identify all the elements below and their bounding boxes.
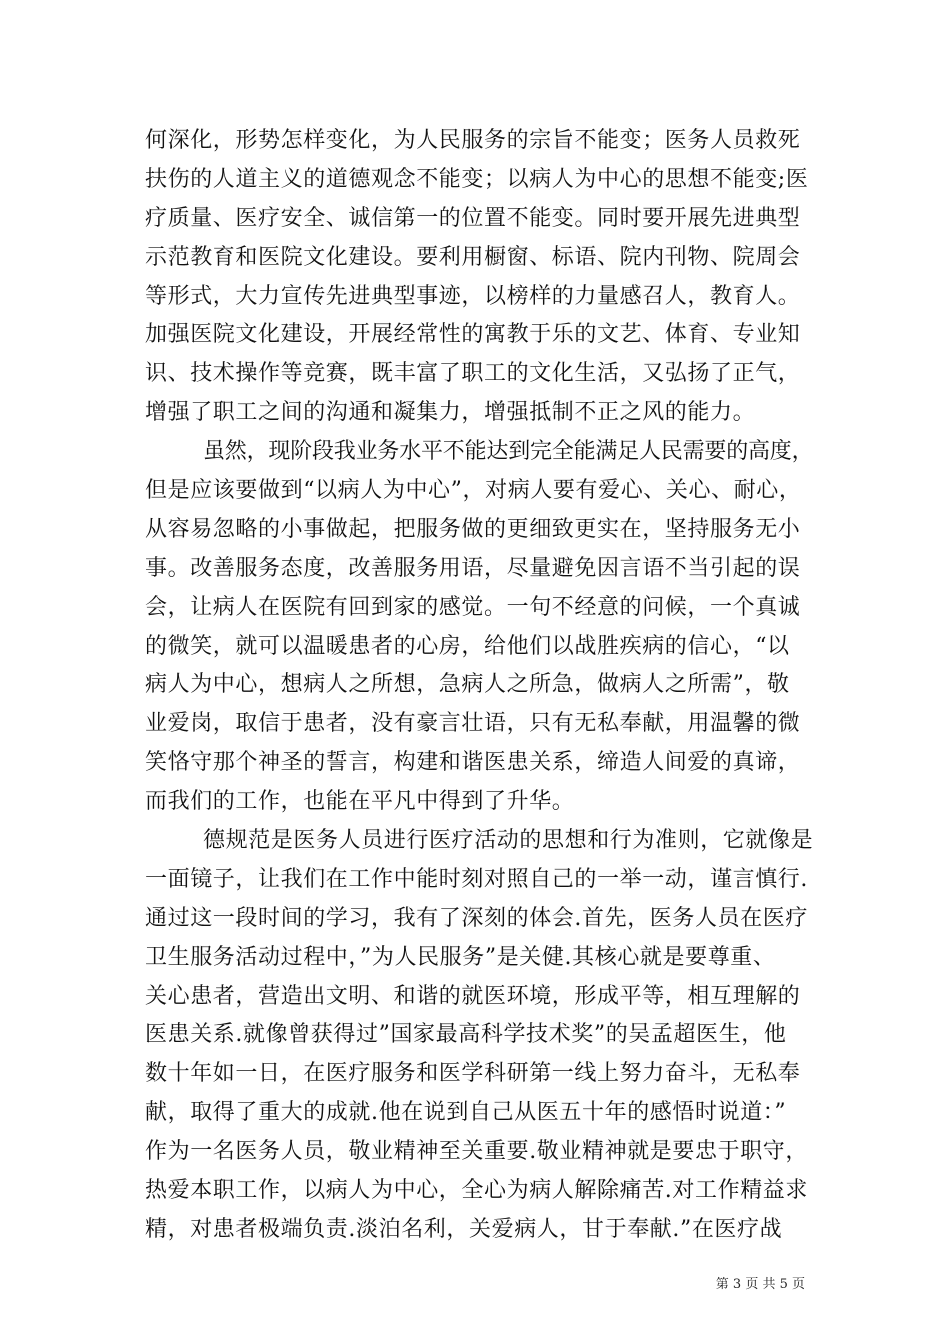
text-line: 疗质量、医疗安全、诚信第一的位置不能变。同时要开展先进典型: [145, 205, 801, 231]
text-line: 德规范是医务人员进行医疗活动的思想和行为准则，它就像是: [203, 828, 814, 854]
text-line: 从容易忽略的小事做起，把服务做的更细致更实在，坚持服务无小: [145, 516, 801, 542]
text-line: 卫生服务活动过程中，”为人民服务”是关健.其核心就是要尊重、: [145, 944, 776, 970]
text-line: 何深化，形势怎样变化，为人民服务的宗旨不能变；医务人员救死: [145, 128, 801, 153]
text-line: 等形式，大力宣传先进典型事迹，以榜样的力量感召人，教育人。: [145, 283, 801, 309]
text-line: 增强了职工之间的沟通和凝集力，增强抵制不正之风的能力。: [145, 400, 756, 426]
text-line: 而我们的工作，也能在平凡中得到了升华。: [145, 789, 575, 815]
text-line: 病人为中心，想病人之所想，急病人之所急，做病人之所需”，敬: [145, 672, 790, 698]
text-line: 但是应该要做到“以病人为中心”，对病人要有爱心、关心、耐心，: [145, 478, 802, 504]
text-line: 热爱本职工作，以病人为中心，全心为病人解除痛苦.对工作精益求: [145, 1178, 808, 1204]
text-line: 示范教育和医院文化建设。要利用橱窗、标语、院内刊物、院周会: [145, 244, 801, 270]
text-line: 一面镜子，让我们在工作中能时刻对照自己的一举一动，谨言慎行.: [145, 866, 808, 892]
text-line: 加强医院文化建设，开展经常性的寓教于乐的文艺、体育、专业知: [145, 322, 801, 348]
text-line: 关心患者，营造出文明、和谐的就医环境，形成平等，相互理解的: [145, 983, 801, 1009]
document-body: [145, 122, 815, 1250]
text-line: 数十年如一日，在医疗服务和医学科研第一线上努力奋斗，无私奉: [145, 1061, 801, 1087]
text-line: 业爱岗，取信于患者，没有豪言壮语，只有无私奉献，用温馨的微: [145, 711, 801, 737]
page-number-footer: 第 3 页 共 5 页: [715, 1277, 805, 1292]
text-line: 事。改善服务态度，改善服务用语，尽量避免因言语不当引起的误: [145, 555, 801, 581]
text-line: 的微笑，就可以温暖患者的心房，给他们以战胜疾病的信心，“以: [145, 633, 790, 659]
text-line: 献，取得了重大的成就.他在说到自己从医五十年的感悟时说道：”: [145, 1100, 787, 1126]
text-line: 笑恪守那个神圣的誓言，构建和谐医患关系，缔造人间爱的真谛，: [145, 750, 801, 776]
text-line: 作为一名医务人员，敬业精神至关重要.敬业精神就是要忠于职守，: [145, 1139, 808, 1165]
text-line: 虽然，现阶段我业务水平不能达到完全能满足人民需要的高度，: [203, 439, 814, 465]
text-line: 扶伤的人道主义的道德观念不能变；以病人为中心的思想不能变;医: [145, 166, 809, 192]
text-line: 医患关系.就像曾获得过”国家最高科学技术奖”的吴孟超医生，他: [145, 1022, 787, 1048]
text-line: 精，对患者极端负责.淡泊名利，关爱病人，甘于奉献.”在医疗战: [145, 1216, 783, 1242]
text-line: 识、技术操作等竞赛，既丰富了职工的文化生活，又弘扬了正气，: [145, 361, 801, 387]
text-line: 通过这一段时间的学习，我有了深刻的体会.首先，医务人员在医疗: [145, 905, 808, 931]
text-line: 会，让病人在医院有回到家的感觉。一句不经意的问候，一个真诚: [145, 594, 801, 620]
